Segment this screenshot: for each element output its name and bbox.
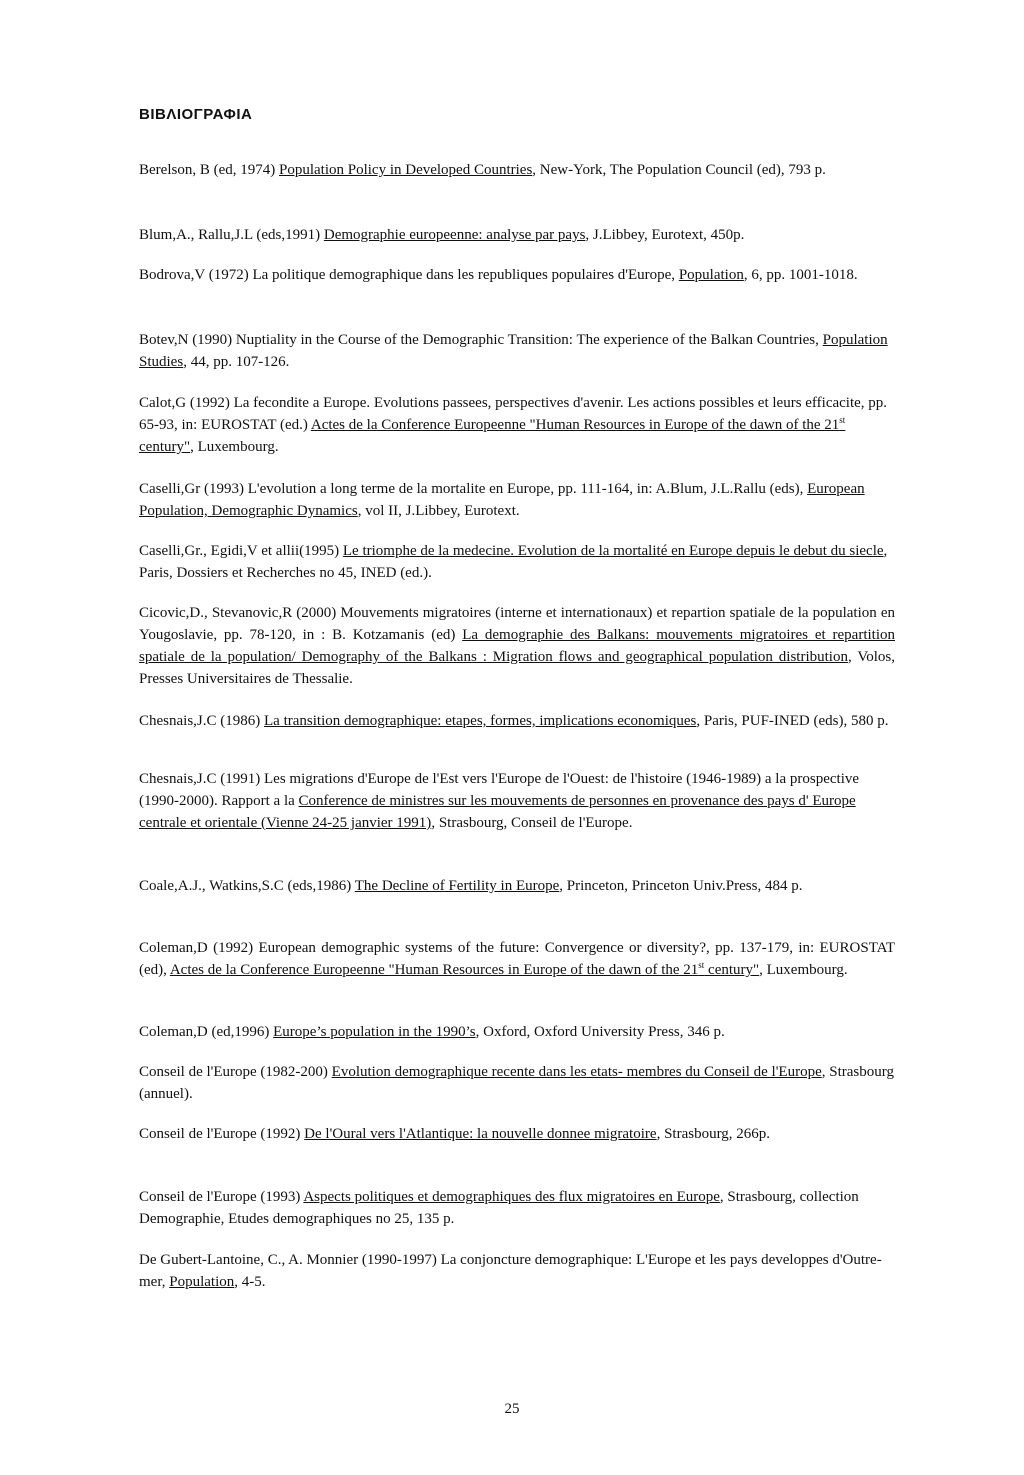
reference-title: Conference de ministres sur les mouvements de personnes en provenance des pays d' Europe centrale et orientale (Vienne 24-25 janvier 1991) (139, 793, 856, 831)
reference-text: , Strasbourg (annuel). (139, 1064, 894, 1102)
reference-title: De l'Oural vers l'Atlantique: la nouvelle donnee migratoire (304, 1126, 657, 1142)
reference-text: Conseil de l'Europe (1993) (139, 1189, 304, 1205)
reference-text: , Volos, Presses Universitaires de Thessalie. (139, 649, 895, 687)
reference-title: European Population, Demographic Dynamics (139, 481, 865, 519)
reference-title: Population Studies (139, 332, 888, 370)
reference-item (139, 478, 895, 522)
reference-text: Coleman,D (ed,1996) (139, 1024, 274, 1040)
reference-item (139, 329, 895, 373)
reference-item (139, 602, 895, 690)
reference-text: , Strasbourg, Conseil de l'Europe. (431, 815, 633, 831)
reference-item (139, 768, 895, 834)
reference-text: , New-York, The Population Council (ed), 793 p. (532, 162, 826, 178)
reference-title: Actes de la Conference Europeenne "Human Resources in Europe of the dawn of the 21 (310, 417, 840, 433)
reference-text: De Gubert-Lantoine, C., A. Monnier (1990-1997) La conjoncture demographique: L'Europe et les pays developpes d'Outre-mer, (139, 1252, 882, 1290)
page-number: 25 (504, 1401, 520, 1417)
reference-title: century" (704, 962, 760, 978)
reference-text: , Strasbourg, collection Demographie, Etudes demographiques no 25, 135 p. (139, 1189, 859, 1227)
reference-title: Le triomphe de la medecine. Evolution de la mortalité en Europe depuis le debut du siecle (342, 543, 884, 559)
reference-item (139, 937, 895, 981)
reference-text: , Oxford, Oxford University Press, 346 p. (475, 1024, 725, 1040)
reference-text: , Princeton, Princeton Univ.Press, 484 p. (559, 878, 803, 894)
reference-text: Conseil de l'Europe (1992) (139, 1126, 305, 1142)
reference-item (139, 1186, 895, 1230)
reference-title: century" (139, 439, 191, 455)
reference-text: , 6, pp. 1001-1018. (743, 267, 858, 283)
reference-text: Berelson, B (ed, 1974) (139, 162, 279, 178)
reference-text: , 44, pp. 107-126. (183, 354, 290, 370)
reference-text: Conseil de l'Europe (1982-200) (139, 1064, 332, 1080)
reference-text: , J.Libbey, Eurotext, 450p. (585, 227, 745, 243)
reference-text: Blum,A., Rallu,J.L (eds,1991) (139, 227, 324, 243)
reference-title: Actes de la Conference Europeenne "Human Resources in Europe of the dawn of the 21 (169, 962, 699, 978)
reference-title: Evolution demographique recente dans les etats- membres du Conseil de l'Europe (331, 1064, 822, 1080)
reference-text: Calot,G (1992) La fecondite a Europe. Evolutions passees, perspectives d'avenir. Les actions possibles et leurs efficacite, pp. 65-93, in: EUROSTAT (ed.) (139, 395, 888, 433)
reference-title: La transition demographique: etapes, formes, implications economiques (264, 713, 697, 729)
reference-text: , Paris, Dossiers et Recherches no 45, INED (ed.). (139, 543, 888, 581)
reference-title: Population (169, 1274, 235, 1290)
reference-text: Bodrova,V (1972) La politique demographique dans les republiques populaires d'Europe, (139, 267, 679, 283)
reference-item (139, 710, 895, 732)
reference-item (139, 1061, 895, 1105)
reference-item (139, 540, 895, 584)
reference-title: Europe’s population in the 1990’s (273, 1024, 476, 1040)
reference-item (139, 875, 895, 897)
reference-item (139, 392, 895, 458)
reference-item (139, 1123, 895, 1145)
reference-title: La demographie des Balkans: mouvements migratoires et repartition spatiale de la population/ Demography of the Balkans : Migration flows and geographical population distribution (139, 627, 895, 665)
page-title: ΒΙΒΛΙΟΓΡΑΦΙΑ (139, 106, 253, 123)
reference-text: Caselli,Gr (1993) L'evolution a long terme de la mortalite en Europe, pp. 111-164, in: A.Blum, J.L.Rallu (eds), (139, 481, 808, 497)
reference-text: , Paris, PUF-INED (eds), 580 p. (696, 713, 889, 729)
reference-title: Aspects politiques et demographiques des flux migratoires en Europe (303, 1189, 720, 1205)
reference-item (139, 224, 895, 246)
reference-item (139, 159, 895, 181)
reference-text: Botev,N (1990) Nuptiality in the Course of the Demographic Transition: The experience of the Balkan Countries, (139, 332, 823, 348)
reference-item (139, 1021, 895, 1043)
reference-text: Chesnais,J.C (1986) (139, 713, 264, 729)
reference-text: , vol II, J.Libbey, Eurotext. (357, 503, 520, 519)
reference-text: , 4-5. (234, 1274, 266, 1290)
superscript: st (698, 960, 705, 970)
reference-text: Chesnais,J.C (1991) Les migrations d'Europe de l'Est vers l'Europe de l'Ouest: de l'histoire (1946-1989) a la prospective (1990-2000). Rapport a la (139, 771, 860, 809)
reference-title: Population (678, 267, 744, 283)
reference-item (139, 264, 895, 286)
reference-text: , Strasbourg, 266p. (656, 1126, 771, 1142)
reference-text: Coale,A.J., Watkins,S.C (eds,1986) (139, 878, 355, 894)
reference-text: Caselli,Gr., Egidi,V et allii(1995) (139, 543, 343, 559)
reference-text: , Luxembourg. (190, 439, 279, 455)
reference-title: Population Policy in Developed Countries (278, 162, 533, 178)
reference-title: The Decline of Fertility in Europe (354, 878, 560, 894)
reference-text: Coleman,D (1992) European demographic systems of the future: Convergence or diversity?, pp. 137-179, in: EUROSTAT (ed), (139, 940, 895, 978)
reference-text: , Luxembourg. (759, 962, 848, 978)
reference-item (139, 1249, 895, 1293)
reference-text: Cicovic,D., Stevanovic,R (2000) Mouvements migratoires (interne et internationaux) et repartion spatiale de la population en Yougoslavie, pp. 78-120, in : B. Kotzamanis (ed) (139, 605, 895, 643)
superscript: st (839, 415, 846, 425)
reference-title: Demographie europeenne: analyse par pays (323, 227, 586, 243)
